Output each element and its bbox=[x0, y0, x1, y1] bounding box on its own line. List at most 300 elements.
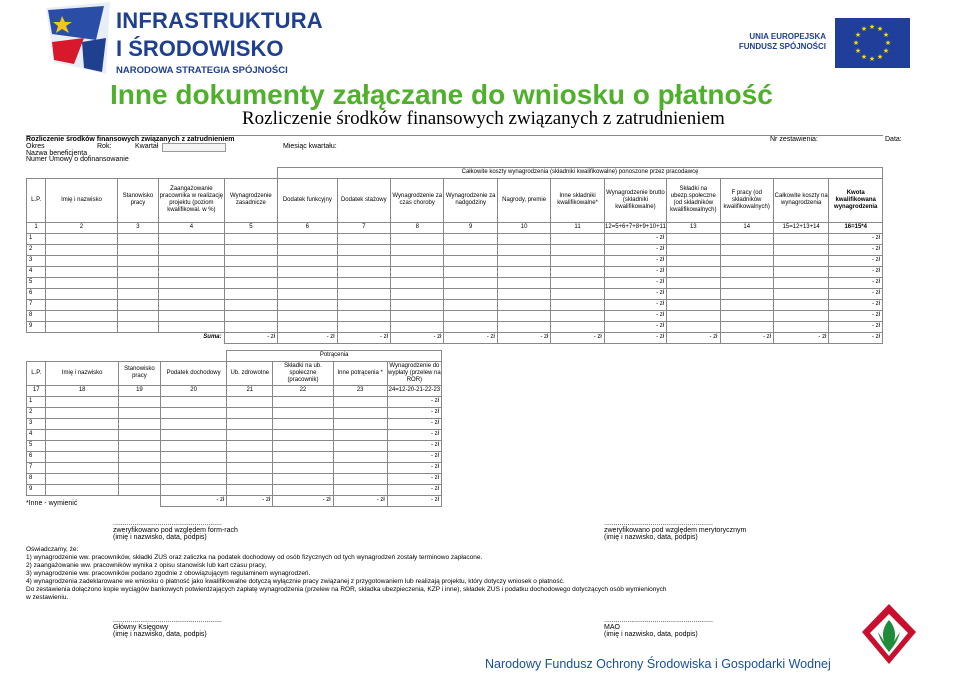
input-cell[interactable] bbox=[273, 429, 333, 440]
brutto-cell: - zł bbox=[604, 266, 666, 277]
input-cell[interactable] bbox=[117, 244, 158, 255]
input-cell[interactable] bbox=[773, 310, 828, 321]
col-header: Imię i nazwisko bbox=[46, 361, 119, 385]
input-cell[interactable] bbox=[46, 473, 119, 484]
declaration-line: Do zestawienia dołączono kopie wyciągów bankowych potwierdzających zapłatę wynagrodzenia (przelew na ROR, składka ubezpieczenia, KZP i inne), składek ZUS i podatku dochodowego dotyczących osób wymienionych bbox=[26, 586, 667, 593]
input-cell[interactable] bbox=[117, 310, 158, 321]
input-cell[interactable] bbox=[667, 255, 720, 266]
kwota-cell: - zł bbox=[829, 266, 883, 277]
input-cell[interactable] bbox=[273, 407, 333, 418]
brutto-cell: - zł bbox=[604, 321, 666, 332]
input-cell[interactable] bbox=[159, 233, 225, 244]
suma-cell: - zł bbox=[224, 332, 277, 343]
input-cell[interactable] bbox=[159, 266, 225, 277]
col-header: Stanowisko pracy bbox=[118, 361, 160, 385]
input-cell[interactable] bbox=[117, 233, 158, 244]
svg-text:★: ★ bbox=[882, 47, 890, 55]
input-cell[interactable] bbox=[278, 255, 338, 266]
input-cell[interactable] bbox=[773, 277, 828, 288]
input-cell[interactable] bbox=[278, 266, 338, 277]
input-cell[interactable] bbox=[117, 266, 158, 277]
svg-text:★: ★ bbox=[882, 31, 890, 39]
row-number: 5 bbox=[27, 277, 46, 288]
col-header: Kwota kwalifikowana wynagrodzenia bbox=[829, 178, 883, 222]
input-cell[interactable] bbox=[46, 266, 118, 277]
eu-line-1: UNIA EUROPEJSKA bbox=[749, 32, 826, 41]
input-cell[interactable] bbox=[227, 396, 273, 407]
input-cell[interactable] bbox=[117, 255, 158, 266]
column-number: 4 bbox=[159, 222, 225, 233]
input-cell[interactable] bbox=[160, 429, 226, 440]
kwartal-field[interactable] bbox=[162, 143, 226, 152]
input-cell[interactable] bbox=[224, 266, 277, 277]
input-cell[interactable] bbox=[46, 451, 119, 462]
input-cell[interactable] bbox=[720, 310, 773, 321]
wyplata-cell: - zł bbox=[387, 407, 441, 418]
input-cell[interactable] bbox=[667, 244, 720, 255]
input-cell[interactable] bbox=[160, 440, 226, 451]
input-cell[interactable] bbox=[497, 233, 550, 244]
input-cell[interactable] bbox=[444, 299, 497, 310]
svg-text:★: ★ bbox=[876, 53, 884, 61]
suma-cell: - zł bbox=[551, 332, 604, 343]
col-header: Całkowite koszty na wynagrodzenia bbox=[773, 178, 828, 222]
input-cell[interactable] bbox=[333, 429, 387, 440]
input-cell[interactable] bbox=[118, 484, 160, 495]
input-cell[interactable] bbox=[497, 277, 550, 288]
suma-cell: - zł bbox=[667, 332, 720, 343]
deductions-table bbox=[26, 350, 442, 507]
suma-cell: - zł bbox=[160, 495, 226, 506]
input-cell[interactable] bbox=[160, 484, 226, 495]
column-number: 10 bbox=[497, 222, 550, 233]
brutto-cell: - zł bbox=[604, 299, 666, 310]
table-row bbox=[27, 473, 442, 484]
input-cell[interactable] bbox=[551, 299, 604, 310]
table-row bbox=[27, 277, 883, 288]
input-cell[interactable] bbox=[333, 462, 387, 473]
input-cell[interactable] bbox=[497, 299, 550, 310]
input-cell[interactable] bbox=[46, 429, 119, 440]
input-cell[interactable] bbox=[497, 244, 550, 255]
input-cell[interactable] bbox=[337, 310, 390, 321]
input-cell[interactable] bbox=[224, 299, 277, 310]
input-cell[interactable] bbox=[46, 462, 119, 473]
brutto-cell: - zł bbox=[604, 244, 666, 255]
input-cell[interactable] bbox=[278, 277, 338, 288]
input-cell[interactable] bbox=[46, 233, 118, 244]
suma-cell: - zł bbox=[829, 332, 883, 343]
input-cell[interactable] bbox=[224, 288, 277, 299]
row-number: 9 bbox=[27, 321, 46, 332]
kwartal-label: Kwartał bbox=[135, 143, 159, 150]
table-row bbox=[27, 429, 442, 440]
declarations bbox=[26, 546, 856, 602]
col-header: Wynagrodzenie do wypłaty (przelew na ROR) bbox=[387, 361, 441, 385]
input-cell[interactable] bbox=[773, 266, 828, 277]
input-cell[interactable] bbox=[46, 407, 119, 418]
flag-logo-icon bbox=[44, 2, 114, 78]
input-cell[interactable] bbox=[46, 244, 118, 255]
input-cell[interactable] bbox=[497, 321, 550, 332]
input-cell[interactable] bbox=[278, 299, 338, 310]
svg-text:★: ★ bbox=[868, 55, 876, 63]
input-cell[interactable] bbox=[444, 255, 497, 266]
suma-cell: - zł bbox=[391, 332, 444, 343]
column-number: 1 bbox=[27, 222, 46, 233]
input-cell[interactable] bbox=[46, 440, 119, 451]
table-row bbox=[27, 233, 883, 244]
input-cell[interactable] bbox=[337, 299, 390, 310]
input-cell[interactable] bbox=[720, 233, 773, 244]
data-label: Data: bbox=[885, 136, 902, 143]
input-cell[interactable] bbox=[551, 310, 604, 321]
form-heading: Rozliczenie środków finansowych związanych z zatrudnieniem bbox=[26, 136, 235, 143]
wyplata-cell: - zł bbox=[387, 451, 441, 462]
input-cell[interactable] bbox=[117, 299, 158, 310]
column-number: 16=15*4 bbox=[829, 222, 883, 233]
input-cell[interactable] bbox=[773, 321, 828, 332]
input-cell[interactable] bbox=[337, 255, 390, 266]
input-cell[interactable] bbox=[720, 266, 773, 277]
input-cell[interactable] bbox=[117, 288, 158, 299]
column-number: 24=12-20-21-22-23 bbox=[387, 385, 441, 396]
sig-left-line2: (imię i nazwisko, data, podpis) bbox=[113, 534, 207, 541]
brutto-cell: - zł bbox=[604, 233, 666, 244]
input-cell[interactable] bbox=[273, 473, 333, 484]
column-number: 18 bbox=[46, 385, 119, 396]
input-cell[interactable] bbox=[667, 299, 720, 310]
input-cell[interactable] bbox=[46, 321, 118, 332]
input-cell[interactable] bbox=[118, 429, 160, 440]
svg-text:★: ★ bbox=[860, 53, 868, 61]
table-row bbox=[27, 407, 442, 418]
input-cell[interactable] bbox=[159, 299, 225, 310]
table-row bbox=[27, 440, 442, 451]
input-cell[interactable] bbox=[667, 277, 720, 288]
input-cell[interactable] bbox=[160, 396, 226, 407]
input-cell[interactable] bbox=[720, 277, 773, 288]
input-cell[interactable] bbox=[46, 418, 119, 429]
miesiac-label: Miesiąc kwartału: bbox=[283, 143, 337, 150]
column-number: 7 bbox=[337, 222, 390, 233]
sig-bottom-left-line1: Główny Księgowy bbox=[113, 624, 169, 631]
suma-label: Suma: bbox=[203, 334, 222, 341]
input-cell[interactable] bbox=[160, 462, 226, 473]
input-cell[interactable] bbox=[667, 233, 720, 244]
table-cell bbox=[27, 332, 159, 343]
declaration-line: 1) wynagrodzenie ww. pracowników, składki ZUS oraz zaliczka na podatek dochodowy od osób fizycznych od tych wynagrodzeń zostały terminowo zapłacone. bbox=[26, 554, 483, 561]
input-cell[interactable] bbox=[497, 266, 550, 277]
col-header: L.P. bbox=[27, 178, 46, 222]
input-cell[interactable] bbox=[160, 407, 226, 418]
input-cell[interactable] bbox=[278, 321, 338, 332]
column-number: 15=12+13+14 bbox=[773, 222, 828, 233]
sig-left-line1: zweryfikowano pod względem form-rach bbox=[113, 527, 238, 534]
input-cell[interactable] bbox=[667, 310, 720, 321]
wyplata-cell: - zł bbox=[387, 440, 441, 451]
deductions-group-header: Potrącenia bbox=[227, 351, 442, 362]
input-cell[interactable] bbox=[391, 299, 444, 310]
row-number: 5 bbox=[27, 440, 46, 451]
input-cell[interactable] bbox=[159, 277, 225, 288]
input-cell[interactable] bbox=[391, 277, 444, 288]
sig-right-line1: zweryfikowano pod względem merytorycznym bbox=[604, 527, 747, 534]
input-cell[interactable] bbox=[224, 310, 277, 321]
svg-text:★: ★ bbox=[852, 39, 860, 47]
input-cell[interactable] bbox=[773, 255, 828, 266]
beneficjent-label: Nazwa beneficjenta bbox=[26, 150, 88, 157]
row-number: 4 bbox=[27, 266, 46, 277]
input-cell[interactable] bbox=[46, 484, 119, 495]
input-cell[interactable] bbox=[720, 321, 773, 332]
logo-line-1: INFRASTRUKTURA bbox=[116, 8, 323, 33]
column-number: 19 bbox=[118, 385, 160, 396]
input-cell[interactable] bbox=[667, 288, 720, 299]
input-cell[interactable] bbox=[391, 321, 444, 332]
table-row bbox=[27, 244, 883, 255]
input-cell[interactable] bbox=[444, 233, 497, 244]
suma-cell: - zł bbox=[604, 332, 666, 343]
input-cell[interactable] bbox=[118, 418, 160, 429]
input-cell[interactable] bbox=[118, 451, 160, 462]
input-cell[interactable] bbox=[227, 473, 273, 484]
brutto-cell: - zł bbox=[604, 255, 666, 266]
input-cell[interactable] bbox=[391, 244, 444, 255]
col-header: Dodatek funkcyjny bbox=[278, 178, 338, 222]
input-cell[interactable] bbox=[551, 266, 604, 277]
input-cell[interactable] bbox=[118, 440, 160, 451]
column-number: 3 bbox=[117, 222, 158, 233]
input-cell[interactable] bbox=[224, 321, 277, 332]
input-cell[interactable] bbox=[444, 321, 497, 332]
input-cell[interactable] bbox=[337, 233, 390, 244]
input-cell[interactable] bbox=[444, 288, 497, 299]
suma-cell: - zł bbox=[227, 495, 273, 506]
input-cell[interactable] bbox=[160, 418, 226, 429]
signature-dots: ........................................................ bbox=[113, 617, 222, 624]
input-cell[interactable] bbox=[46, 299, 118, 310]
input-cell[interactable] bbox=[773, 299, 828, 310]
input-cell[interactable] bbox=[46, 288, 118, 299]
wyplata-cell: - zł bbox=[387, 429, 441, 440]
nr-zestawienia-label: Nr zestawienia: bbox=[770, 136, 818, 143]
table-row bbox=[27, 451, 442, 462]
input-cell[interactable] bbox=[337, 277, 390, 288]
okres-label: Okres bbox=[26, 143, 45, 150]
suma-cell: - zł bbox=[278, 332, 338, 343]
brutto-cell: - zł bbox=[604, 310, 666, 321]
input-cell[interactable] bbox=[278, 233, 338, 244]
input-cell[interactable] bbox=[333, 407, 387, 418]
input-cell[interactable] bbox=[227, 440, 273, 451]
input-cell[interactable] bbox=[117, 321, 158, 332]
sig-bottom-left-line2: (imię i nazwisko, data, podpis) bbox=[113, 631, 207, 638]
column-number: 12=5+6+7+8+9+10+11 bbox=[604, 222, 666, 233]
input-cell[interactable] bbox=[551, 321, 604, 332]
declaration-line: Oświadczamy, że: bbox=[26, 546, 79, 553]
svg-text:★: ★ bbox=[854, 47, 862, 55]
brutto-cell: - zł bbox=[604, 288, 666, 299]
input-cell[interactable] bbox=[159, 255, 225, 266]
column-number: 17 bbox=[27, 385, 46, 396]
input-cell[interactable] bbox=[337, 321, 390, 332]
row-number: 7 bbox=[27, 462, 46, 473]
infrastruktura-logo bbox=[44, 2, 323, 78]
input-cell[interactable] bbox=[773, 288, 828, 299]
input-cell[interactable] bbox=[444, 244, 497, 255]
input-cell[interactable] bbox=[667, 266, 720, 277]
input-cell[interactable] bbox=[278, 244, 338, 255]
input-cell[interactable] bbox=[159, 244, 225, 255]
input-cell[interactable] bbox=[159, 310, 225, 321]
input-cell[interactable] bbox=[278, 288, 338, 299]
input-cell[interactable] bbox=[118, 473, 160, 484]
column-number: 5 bbox=[224, 222, 277, 233]
input-cell[interactable] bbox=[551, 288, 604, 299]
input-cell[interactable] bbox=[278, 310, 338, 321]
sig-bottom-right-line1: MAO bbox=[604, 624, 620, 631]
input-cell[interactable] bbox=[227, 418, 273, 429]
input-cell[interactable] bbox=[497, 310, 550, 321]
eu-flag-icon bbox=[835, 18, 910, 68]
kwota-cell: - zł bbox=[829, 244, 883, 255]
brutto-cell: - zł bbox=[604, 277, 666, 288]
column-number: 22 bbox=[273, 385, 333, 396]
page-title: Inne dokumenty załączane do wniosku o płatność bbox=[110, 79, 773, 110]
kwota-cell: - zł bbox=[829, 299, 883, 310]
input-cell[interactable] bbox=[227, 429, 273, 440]
column-number: 2 bbox=[46, 222, 118, 233]
input-cell[interactable] bbox=[551, 244, 604, 255]
input-cell[interactable] bbox=[337, 266, 390, 277]
input-cell[interactable] bbox=[273, 418, 333, 429]
suma-cell: - zł bbox=[337, 332, 390, 343]
input-cell[interactable] bbox=[497, 255, 550, 266]
input-cell[interactable] bbox=[337, 244, 390, 255]
input-cell[interactable] bbox=[118, 407, 160, 418]
input-cell[interactable] bbox=[273, 396, 333, 407]
input-cell[interactable] bbox=[333, 418, 387, 429]
input-cell[interactable] bbox=[333, 440, 387, 451]
column-number: 14 bbox=[720, 222, 773, 233]
row-number: 3 bbox=[27, 418, 46, 429]
input-cell[interactable] bbox=[667, 321, 720, 332]
table-row bbox=[27, 321, 883, 332]
input-cell[interactable] bbox=[273, 440, 333, 451]
row-number: 2 bbox=[27, 407, 46, 418]
input-cell[interactable] bbox=[773, 233, 828, 244]
input-cell[interactable] bbox=[773, 244, 828, 255]
footer-nfos-name: Narodowy Fundusz Ochrony Środowiska i Gospodarki Wodnej bbox=[485, 657, 831, 671]
input-cell[interactable] bbox=[159, 288, 225, 299]
input-cell[interactable] bbox=[224, 277, 277, 288]
input-cell[interactable] bbox=[333, 396, 387, 407]
input-cell[interactable] bbox=[118, 462, 160, 473]
declaration-line: w zestawieniu. bbox=[26, 594, 69, 601]
input-cell[interactable] bbox=[159, 321, 225, 332]
input-cell[interactable] bbox=[46, 310, 118, 321]
input-cell[interactable] bbox=[273, 462, 333, 473]
input-cell[interactable] bbox=[46, 396, 119, 407]
row-number: 2 bbox=[27, 244, 46, 255]
sig-right-line2: (imię i nazwisko, data, podpis) bbox=[604, 534, 698, 541]
kwota-cell: - zł bbox=[829, 321, 883, 332]
input-cell[interactable] bbox=[224, 255, 277, 266]
input-cell[interactable] bbox=[497, 288, 550, 299]
input-cell[interactable] bbox=[46, 277, 118, 288]
input-cell[interactable] bbox=[46, 255, 118, 266]
svg-text:★: ★ bbox=[884, 39, 892, 47]
column-number: 13 bbox=[667, 222, 720, 233]
input-cell[interactable] bbox=[391, 266, 444, 277]
suma-cell: - zł bbox=[273, 495, 333, 506]
input-cell[interactable] bbox=[444, 310, 497, 321]
input-cell[interactable] bbox=[391, 310, 444, 321]
input-cell[interactable] bbox=[117, 277, 158, 288]
column-number: 23 bbox=[333, 385, 387, 396]
wyplata-cell: - zł bbox=[387, 396, 441, 407]
input-cell[interactable] bbox=[333, 484, 387, 495]
row-number: 6 bbox=[27, 451, 46, 462]
column-number: 20 bbox=[160, 385, 226, 396]
input-cell[interactable] bbox=[224, 244, 277, 255]
input-cell[interactable] bbox=[391, 233, 444, 244]
input-cell[interactable] bbox=[227, 462, 273, 473]
wyplata-cell: - zł bbox=[387, 484, 441, 495]
input-cell[interactable] bbox=[391, 255, 444, 266]
input-cell[interactable] bbox=[227, 484, 273, 495]
declaration-line: 2) zaangażowanie ww. pracowników wynika z opisu stanowisk lub kart czasu pracy, bbox=[26, 562, 267, 569]
svg-text:★: ★ bbox=[860, 25, 868, 33]
input-cell[interactable] bbox=[333, 473, 387, 484]
input-cell[interactable] bbox=[720, 244, 773, 255]
column-number: 8 bbox=[391, 222, 444, 233]
input-cell[interactable] bbox=[444, 266, 497, 277]
input-cell[interactable] bbox=[444, 277, 497, 288]
input-cell[interactable] bbox=[391, 288, 444, 299]
signature-dots: ........................................................ bbox=[604, 520, 713, 527]
sig-bottom-right-line2: (imię i nazwisko, data, podpis) bbox=[604, 631, 698, 638]
kwota-cell: - zł bbox=[829, 277, 883, 288]
input-cell[interactable] bbox=[333, 451, 387, 462]
input-cell[interactable] bbox=[224, 233, 277, 244]
input-cell[interactable] bbox=[720, 288, 773, 299]
input-cell[interactable] bbox=[227, 451, 273, 462]
input-cell[interactable] bbox=[118, 396, 160, 407]
col-header: Wynagrodzenie za nadgodziny bbox=[444, 178, 497, 222]
input-cell[interactable] bbox=[273, 484, 333, 495]
col-header: Imię i nazwisko bbox=[46, 178, 118, 222]
input-cell[interactable] bbox=[160, 451, 226, 462]
input-cell[interactable] bbox=[227, 407, 273, 418]
col-header: F pracy (od składników kwalifikowalnych) bbox=[720, 178, 773, 222]
input-cell[interactable] bbox=[720, 255, 773, 266]
input-cell[interactable] bbox=[551, 277, 604, 288]
wyplata-cell: - zł bbox=[387, 473, 441, 484]
input-cell[interactable] bbox=[720, 299, 773, 310]
input-cell[interactable] bbox=[337, 288, 390, 299]
input-cell[interactable] bbox=[551, 233, 604, 244]
input-cell[interactable] bbox=[273, 451, 333, 462]
input-cell[interactable] bbox=[160, 473, 226, 484]
kwota-cell: - zł bbox=[829, 255, 883, 266]
signature-dots: ........................................................ bbox=[604, 617, 713, 624]
row-number: 4 bbox=[27, 429, 46, 440]
input-cell[interactable] bbox=[551, 255, 604, 266]
declaration-line: 3) wynagrodzenie ww. pracowników podano zgodnie z obowiązującym regulaminem wynagrodzeń. bbox=[26, 570, 311, 577]
col-header: Zaangażowanie pracownika w realizację projektu (poziom kwalifikowal. w %) bbox=[159, 178, 225, 222]
